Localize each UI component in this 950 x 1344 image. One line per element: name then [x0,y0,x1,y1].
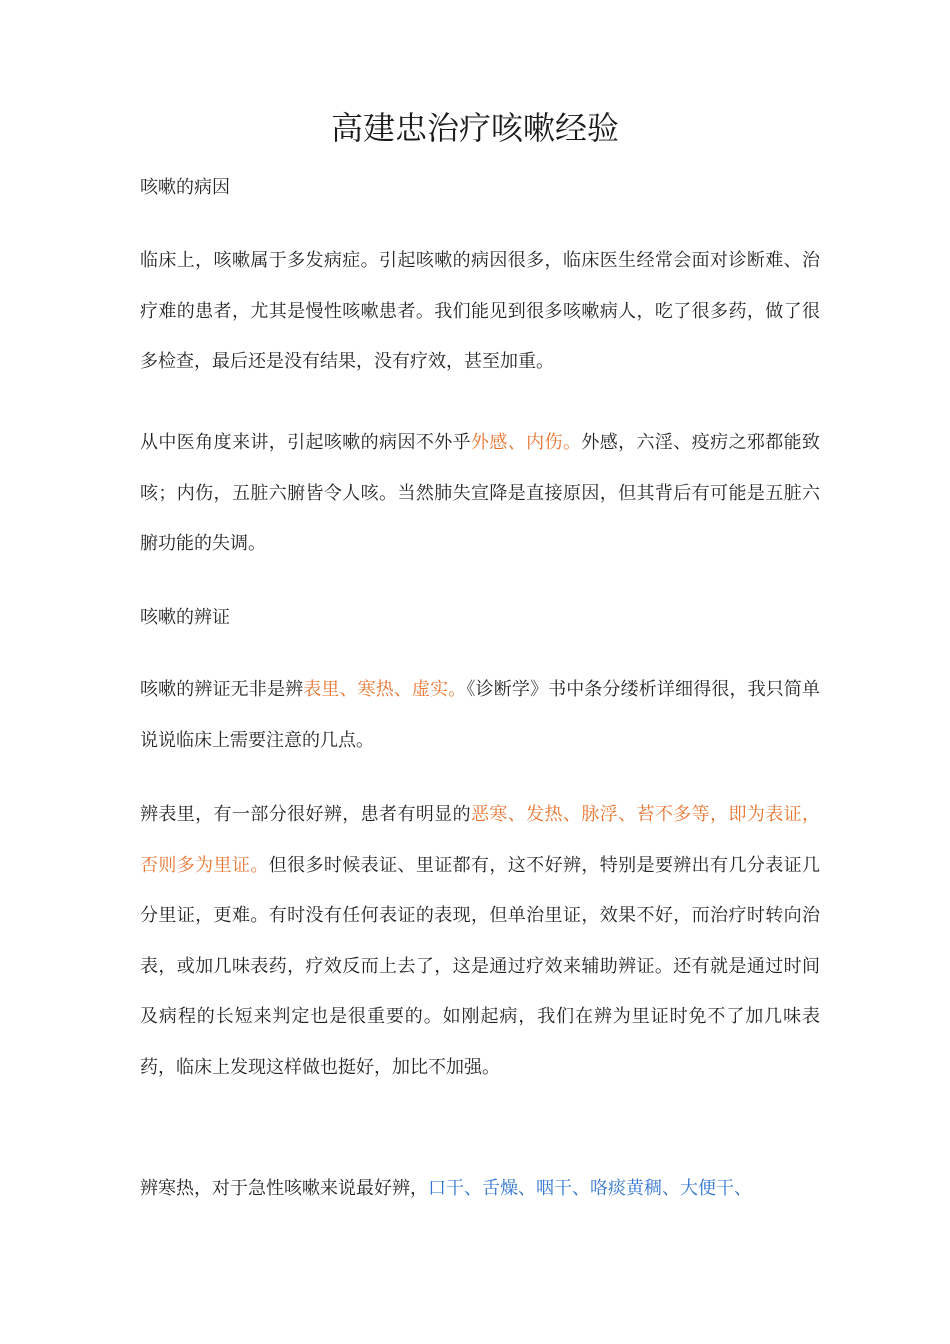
paragraph-text: 《诊断学》书中条分缕析详细得很，我只简单说说临床上需要注意的几点。 [140,679,821,751]
document-title: 高建忠治疗咳嗽经验 [330,109,619,147]
paragraph-text: 辨寒热，对于急性咳嗽来说最好辨， [140,1178,428,1199]
highlight-text: 外感、内伤。 [471,432,582,453]
paragraph-diagnosis-intro [140,665,820,766]
paragraph-exterior-interior [140,790,820,1093]
paragraph-text: 从中医角度来讲，引起咳嗽的病因不外乎 [140,432,471,453]
highlight-text: 表里、寒热、虚实。 [303,679,467,700]
paragraph-text: 咳嗽的辨证无非是辨 [140,679,304,700]
highlight-text: 恶寒、发热、脉浮、苔不多等，即为表证，否则多为里证。 [140,804,820,876]
paragraph-text: 外感，六淫、疫疠之邪都能致咳；内伤，五脏六腑皆令人咳。当然肺失宣降是直接原因，但其背后有可能是五脏六腑功能的失调。 [140,432,821,554]
section-heading-cause: 咳嗽的病因 [140,177,230,198]
paragraph-text: 但很多时候表证、里证都有，这不好辨，特别是要辨出有几分表证几分里证，更难。有时没有任何表证的表现，但单治里证，效果不好，而治疗时转向治表，或加几味表药，疗效反而上去了，这是通过疗效来辅助辨证。还有就是通过时间及病程的长短来判定也是很重要的。如刚起病，我们在辨为里证时免不了加几味表药，临床上发现这样做也挺好，加比不加强。 [140,854,821,1078]
paragraph-cause-tcm [140,418,820,570]
paragraph-cold-heat [140,1164,820,1215]
paragraph-cause-intro: 临床上，咳嗽属于多发病症。引起咳嗽的病因很多，临床医生经常会面对诊断难、治疗难的患者，尤其是慢性咳嗽患者。我们能见到很多咳嗽病人，吃了很多药，做了很多检查，最后还是没有结果，没有疗效，甚至加重。 [140,250,820,372]
paragraph-text: 辨表里，有一部分很好辨，患者有明显的 [140,804,471,825]
section-heading-diagnosis: 咳嗽的辨证 [140,607,230,628]
highlight-text-blue: 口干、舌燥、咽干、咯痰黄稠、大便干、 [428,1178,752,1199]
